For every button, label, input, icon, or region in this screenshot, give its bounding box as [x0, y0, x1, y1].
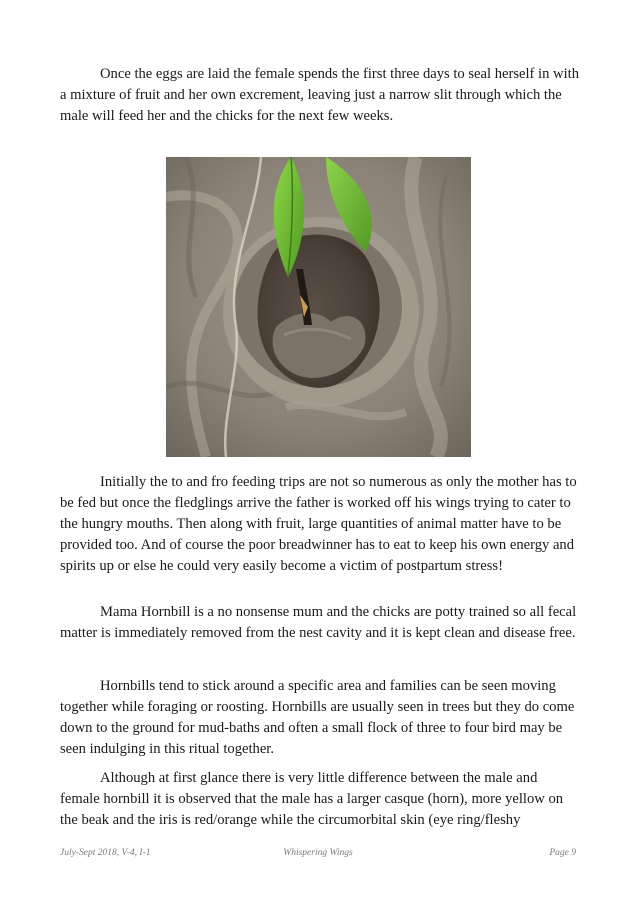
paragraph-family-behaviour: Hornbills tend to stick around a specific area and families can be seen moving together while foraging or roosting. Hornbills are usually seen in trees but they do come down to the ground for mud-baths and often a small flock of three to four bird may be seen indulging in this ritual together. — [60, 678, 575, 757]
footer-publication: Whispering Wings — [283, 848, 353, 858]
paragraph-feeding-trips: Initially the to and fro feeding trips are not so numerous as only the mother has to be fed but once the fledglings arrive the father is worked off his wings trying to cater to the hungry mouths. Then along with fruit, large quantities of animal matter have to be provided too. And of course the poor breadwinner has to eat to keep his own energy and spirits up or else he could very easily become a victim of postpartum stress! — [60, 474, 577, 574]
hornbill-nest-photo — [166, 157, 471, 457]
paragraph-egg-sealing: Once the eggs are laid the female spends the first three days to seal herself in with a mixture of fruit and her own excrement, leaving just a narrow slit through which the male will feed her and the chicks for the next few weeks. — [60, 66, 579, 124]
nest-cavity-image — [166, 157, 471, 457]
footer-issue: July-Sept 2018, V-4, I-1 — [60, 848, 151, 858]
paragraph-male-female-difference: Although at first glance there is very little difference between the male and female hornbill it is observed that the male has a larger casque (horn), more yellow on the beak and the iris is red/orange while the circumorbital skin (eye ring/fleshy — [60, 770, 564, 828]
footer-page-number: Page 9 — [549, 848, 576, 858]
paragraph-nest-hygiene: Mama Hornbill is a no nonsense mum and the chicks are potty trained so all fecal matter is immediately removed from the nest cavity and it is kept clean and disease free. — [60, 604, 577, 641]
page-footer — [60, 848, 576, 862]
